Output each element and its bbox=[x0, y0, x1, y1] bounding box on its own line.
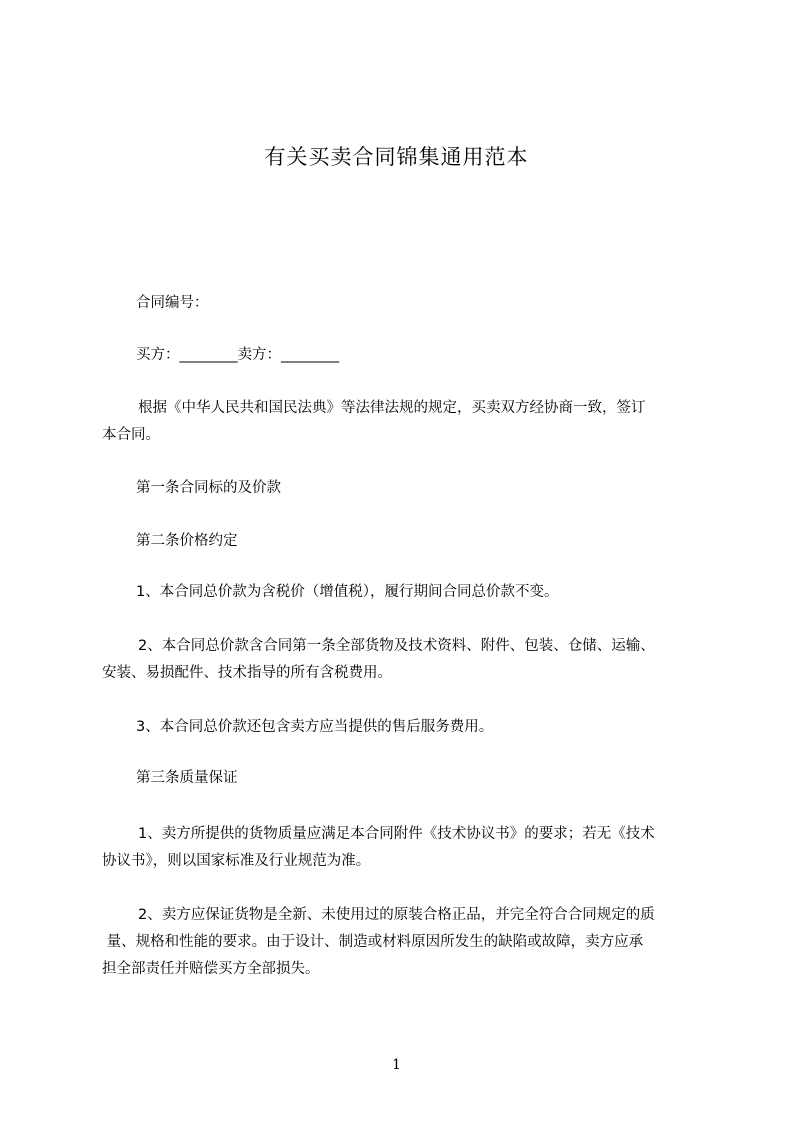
article-3-item-2-line-3: 担全部责任并赔偿买方全部损失。 bbox=[102, 961, 320, 977]
contract-number-label: 合同编号： bbox=[136, 295, 209, 311]
article-1-heading: 第一条合同标的及价款 bbox=[136, 480, 281, 496]
page-number: 1 bbox=[392, 1057, 401, 1073]
article-2-item-1: 1、本合同总价款为含税价（增值税），履行期间合同总价款不变。 bbox=[136, 584, 559, 600]
article-2-item-3: 3、本合同总价款还包含卖方应当提供的售后服务费用。 bbox=[136, 719, 494, 735]
document-title: 有关买卖合同锦集通用范本 bbox=[264, 145, 529, 169]
article-3-item-2-line-1: 2、卖方应保证货物是全新、未使用过的原装合格正品，并完全符合合同规定的质 bbox=[138, 907, 655, 923]
article-2-item-2-line-2: 安装、易损配件、技术指导的所有含税费用。 bbox=[102, 665, 392, 681]
article-2-item-2 bbox=[102, 633, 714, 687]
article-2-item-2-line-1: 2、本合同总价款含合同第一条全部货物及技术资料、附件、包装、仓储、运输、 bbox=[138, 638, 655, 654]
article-3-item-2 bbox=[102, 902, 714, 983]
article-2-heading: 第二条价格约定 bbox=[136, 533, 238, 549]
article-3-item-2-line-2: 量、规格和性能的要求。由于设计、制造或材料原因所发生的缺陷或故障，卖方应承 bbox=[102, 934, 644, 950]
intro-line-2: 本合同。 bbox=[102, 427, 160, 443]
article-3-heading: 第三条质量保证 bbox=[136, 770, 238, 786]
article-3-item-1-line-1: 1、卖方所提供的货物质量应满足本合同附件《技术协议书》的要求；若无《技术 bbox=[138, 826, 655, 842]
intro-line-1: 根据《中华人民共和国民法典》等法律法规的规定，买卖双方经协商一致，签订 bbox=[138, 400, 646, 416]
intro-paragraph bbox=[102, 395, 714, 449]
article-3-item-1-line-2: 协议书》，则以国家标准及行业规范为准。 bbox=[102, 853, 371, 869]
parties-line: 买方：________卖方：________ bbox=[136, 347, 339, 363]
article-3-item-1 bbox=[102, 821, 714, 875]
